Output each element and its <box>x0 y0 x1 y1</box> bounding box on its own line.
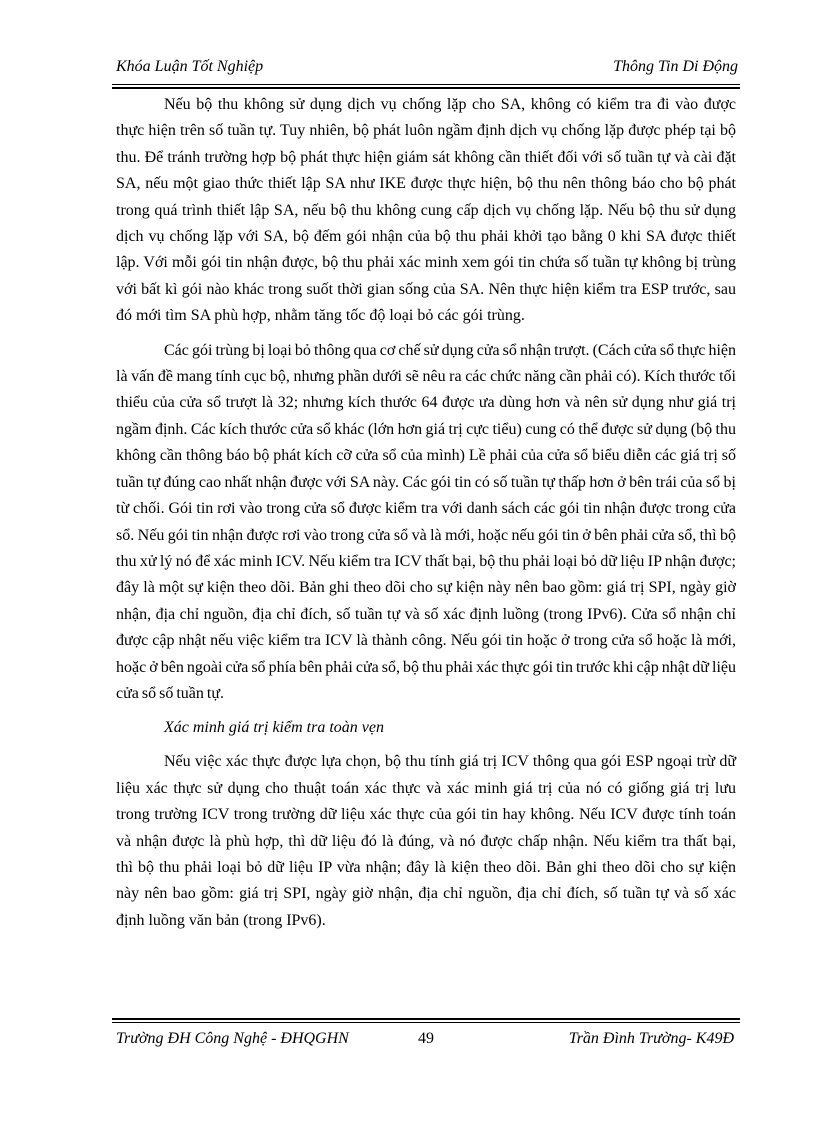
page-number: 49 <box>418 1030 434 1047</box>
footer-right-text: Trần Đình Trường- K49Đ <box>568 1030 734 1047</box>
footer-rule-thick <box>112 1018 740 1020</box>
body-paragraph-2: Các gói trùng bị loại bỏ thông qua cơ chế sử dụng cửa sổ nhận trượt. (Cách cửa sổ thực hiện là vấn đề mang tính cục bộ, nhưng phần dưới sẽ nêu ra các chức năng cần phải có). Kích thước tối thiểu của cửa sổ trượt là 32; nhưng kích thước 64 được ưa dùng hơn và nên sử dụng như giá trị ngầm định. Các kích thước cửa sổ khác (lớn hơn giá trị cực tiểu) cung có thể được sử dụng (bộ thu không cần thông báo bộ phát kích cỡ cửa sổ của mình) Lề phải của cửa sổ biểu diễn các giá trị số tuần tự đúng cao nhất nhận được với SA này. Các gói tin có số tuần tự thấp hơn ở bên trái của sổ bị từ chối. Gói tin rơi vào trong cửa sổ được kiểm tra với danh sách các gói tin nhận được trong cửa sổ. Nếu gói tin nhận được rơi vào trong cửa sổ và là mới, hoặc nếu gói tin ở bên phải cửa sổ, thì bộ thu xử lý nó để xác minh ICV. Nếu kiểm tra ICV thất bại, bộ thu phải loại bỏ dữ liệu IP nhận được; đây là một sự kiện theo dõi. Bản ghi theo dõi cho sự kiện này nên bao gồm: giá trị SPI, ngày giờ nhận, địa chỉ nguồn, địa chỉ đích, số tuần tự và số xác định luồng (trong IPv6). Cửa sổ nhận chỉ được cập nhật nếu việc kiểm tra ICV là thành công. Nếu gói tin hoặc ở trong cửa sổ hoặc là mới, hoặc ở bên ngoài cửa sổ phía bên phải cửa sổ, bộ thu phải xác thực gói tin trước khi cập nhật dữ liệu cửa sổ số tuần tự. <box>116 341 736 702</box>
header-rule-thin <box>112 84 740 85</box>
header-rule-thick <box>112 87 740 89</box>
body-paragraph-1: Nếu bộ thu không sử dụng dịch vụ chống lặp cho SA, không có kiểm tra đi vào được thực hiện trên số tuần tự. Tuy nhiên, bộ phát luôn ngầm định dịch vụ chống lặp được phép tại bộ thu. Để tránh trường hợp bộ phát thực hiện giám sát không cần thiết đối với số tuần tự và cài đặt SA, nếu một giao thức thiết lập SA như IKE được thực hiện, bộ thu nên thông báo cho bộ phát trong quá trình thiết lập SA, nếu bộ thu không cung cấp dịch vụ chống lặp. Nếu bộ thu sử dụng dịch vụ chống lặp với SA, bộ đếm gói nhận của bộ thu phải khởi tạo bằng 0 khi SA được thiết lập. Với mỗi gói tin nhận được, bộ thu phải xác minh xem gói tin chứa số tuần tự không bị trùng với bất kì gói nào khác trong suốt thời gian sống của SA. Nên thực hiện kiểm tra ESP trước, sau đó mới tìm SA phù hợp, nhằm tăng tốc độ loại bỏ các gói trùng. <box>116 96 736 325</box>
footer-left-text: Trường ĐH Công Nghệ - ĐHQGHN <box>116 1030 349 1047</box>
header-right-title: Thông Tin Di Động <box>613 58 738 75</box>
body-paragraph-3: Nếu việc xác thực được lựa chọn, bộ thu tính giá trị ICV thông qua gói ESP ngoại trừ dữ liệu xác thực sử dụng cho thuật toán xác thực và xác minh giá trị của nó có giống giá trị lưu trong trường ICV trong trường dữ liệu xác thực của gói tin hay không. Nếu ICV được tính toán và nhận được là phù hợp, thì dữ liệu đó là đúng, và nó được chấp nhận. Nếu kiểm tra thất bại, thì bộ thu phải loại bỏ dữ liệu IP vừa nhận; đây là kiện theo dõi. Bản ghi theo dõi cho sự kiện này nên bao gồm: giá trị SPI, ngày giờ nhận, địa chỉ nguồn, địa chỉ đích, số tuần tự và số xác định luồng văn bản (trong IPv6). <box>116 753 736 929</box>
header-left-title: Khóa Luận Tốt Nghiệp <box>116 58 264 75</box>
section-subheading: Xác minh giá trị kiểm tra toàn vẹn <box>164 719 384 737</box>
document-body <box>116 92 736 942</box>
footer-rule-thin <box>112 1022 740 1023</box>
